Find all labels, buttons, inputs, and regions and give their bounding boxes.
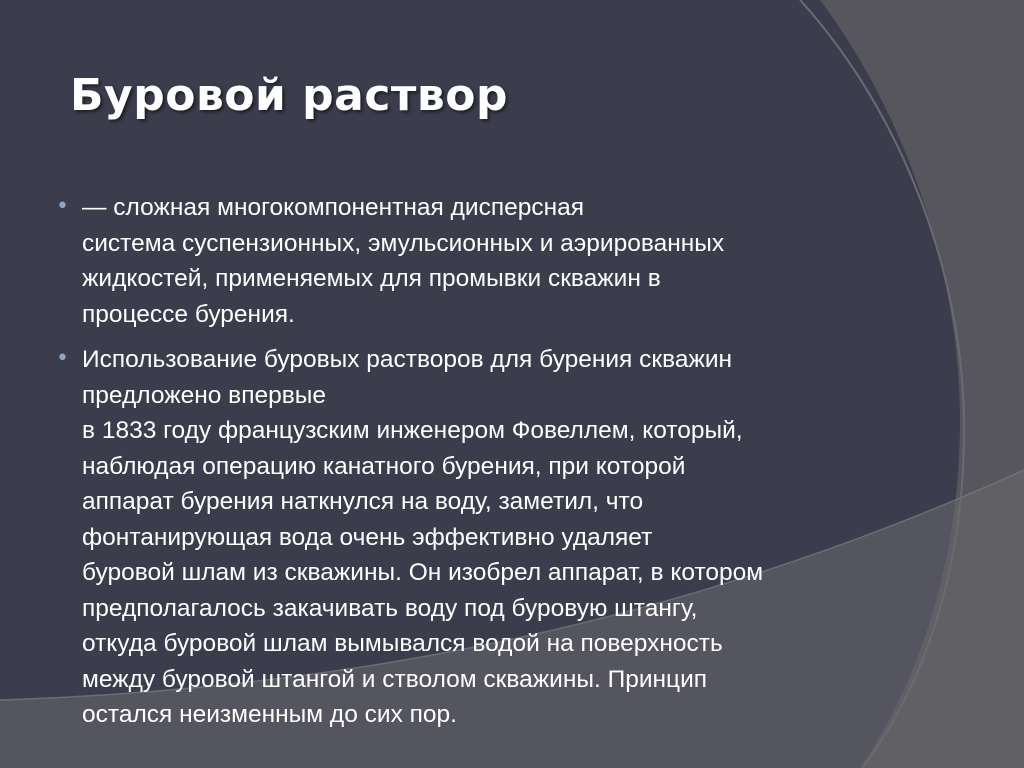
bullet-text-history: Использование буровых растворов для бурения скважин предложено впервые в 1833 году французским инженером Фовеллем, который, наблюдая операцию канатного бурения, при которой аппарат бурения наткнулся на воду, заметил, что фонтанирующая вода очень эффективно удаляет буровой шлам из скважины. Он изобрел аппарат, в котором предполагалось закачивать воду под буровую штангу, откуда буровой шлам вымывался водой на поверхность между буровой штангой и стволом скважины. Принцип остался неизменным до сих пор. [82,346,764,728]
bullet-list [52,190,932,743]
slide-title: Буровой раствор [70,70,509,121]
bullet-item [52,342,932,733]
bullet-item [52,190,932,332]
bullet-dot-icon: • [56,346,69,371]
bullet-text-definition: — сложная многокомпонентная дисперсная система суспензионных, эмульсионных и аэрированных жидкостей, применяемых для промывки скважин в процессе бурения. [82,194,725,328]
bullet-dot-icon: • [56,194,69,219]
